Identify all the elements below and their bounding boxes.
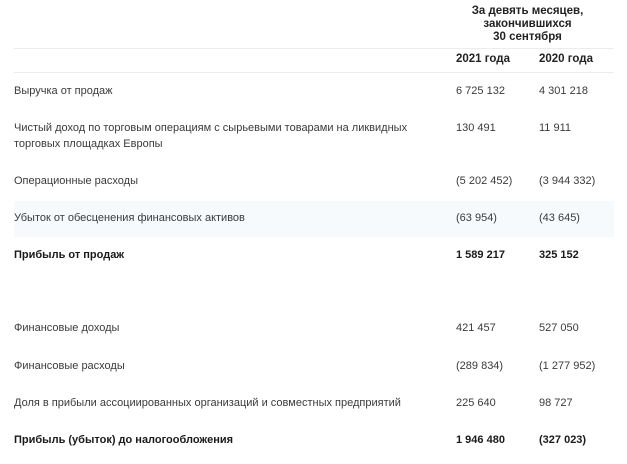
table-row-share-of-profit xyxy=(14,395,614,411)
value-2020: (3 944 332) xyxy=(539,175,596,187)
table-row-profit-before-tax xyxy=(14,432,614,448)
value-2021: 130 491 xyxy=(456,122,496,134)
row-label: Финансовые доходы xyxy=(14,322,120,334)
table-row-finance-income xyxy=(14,320,614,336)
row-label: Доля в прибыли ассоциированных организаций и совместных предприятий xyxy=(14,397,401,409)
table-row-impairment-loss xyxy=(14,201,614,237)
row-label: Прибыль от продаж xyxy=(14,249,125,261)
period-line: 30 сентября xyxy=(493,31,562,43)
value-2020: 325 152 xyxy=(539,249,579,261)
table-row-trading-income xyxy=(14,120,614,152)
value-2020: (327 023) xyxy=(539,434,587,446)
period-line: За девять месяцев, xyxy=(471,5,584,17)
row-label: Выручка от продаж xyxy=(14,85,113,97)
row-label: Прибыль (убыток) до налогообложения xyxy=(14,434,234,446)
value-2021: 421 457 xyxy=(456,322,496,334)
row-label: Финансовые расходы xyxy=(14,360,125,372)
value-2021: 1 946 480 xyxy=(456,434,505,446)
value-2021: (5 202 452) xyxy=(456,175,513,187)
row-label: Чистый доход по торговым операциям с сырьевыми товарами на ликвидных торговых площадках Европы xyxy=(14,122,408,150)
year-divider xyxy=(14,72,614,73)
value-2021: 225 640 xyxy=(456,397,496,409)
value-2020: 4 301 218 xyxy=(539,85,588,97)
period-header xyxy=(440,5,615,44)
year-header-2020: 2020 года xyxy=(539,53,593,65)
value-2021: (289 834) xyxy=(456,360,504,372)
row-label: Убыток от обесценения финансовых активов xyxy=(14,212,245,224)
value-2020: (43 645) xyxy=(539,212,580,224)
table-row-finance-expenses xyxy=(14,358,614,374)
row-label: Операционные расходы xyxy=(14,175,138,187)
table-row-revenue xyxy=(14,83,614,99)
table-row-operating-expenses xyxy=(14,173,614,189)
value-2020: 527 050 xyxy=(539,322,579,334)
value-2021: 6 725 132 xyxy=(456,85,505,97)
value-2020: 98 727 xyxy=(539,397,573,409)
value-2020: 11 911 xyxy=(539,122,572,134)
value-2021: 1 589 217 xyxy=(456,249,505,261)
period-line: закончившихся xyxy=(483,18,572,30)
year-header-2021: 2021 года xyxy=(456,53,510,65)
value-2020: (1 277 952) xyxy=(539,360,596,372)
value-2021: (63 954) xyxy=(456,212,497,224)
table-row-profit-from-sales xyxy=(14,247,614,263)
header-divider xyxy=(14,48,614,49)
